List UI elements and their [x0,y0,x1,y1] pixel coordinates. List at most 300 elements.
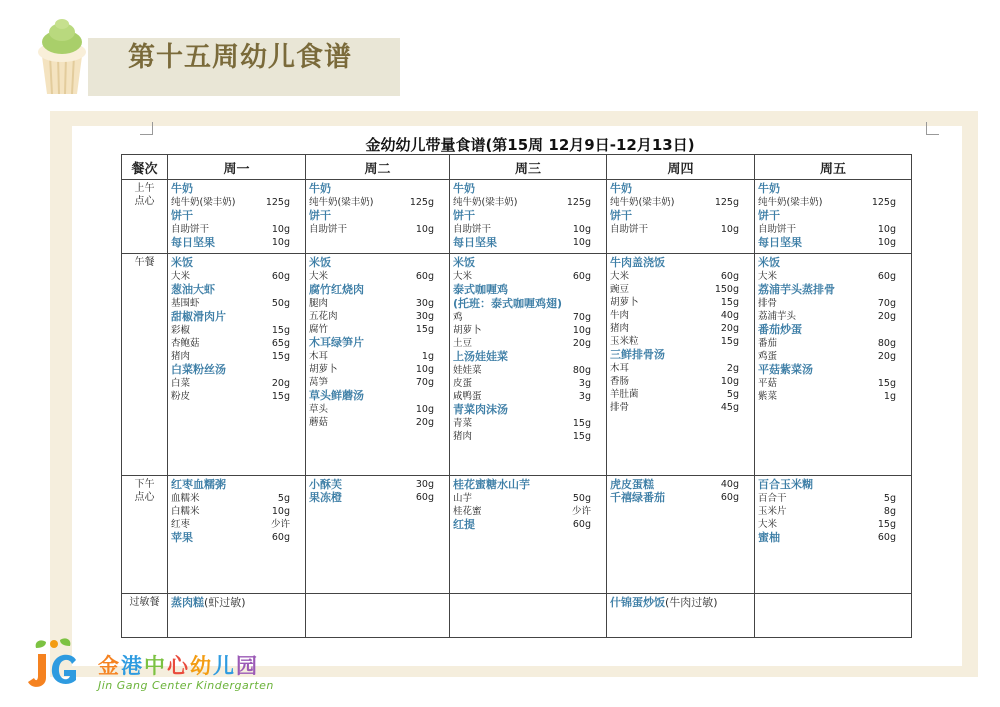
ingredient-line [171,337,302,350]
dish-name: 甜椒滑肉片 [171,310,226,323]
ingredient-line [758,337,908,350]
ingredient-line [453,377,603,390]
menu-title: 金幼幼儿带量食谱(第15周 12月9日-12月13日) [365,136,695,154]
ingredient-qty: 20g [877,351,896,362]
ingredient-qty: 150g [714,284,739,295]
dish-name: 果冻橙 [309,491,342,504]
ingredient-qty: 10g [271,506,290,517]
ingredient-qty: 70g [415,377,434,388]
ingredient-qty: 2g [726,363,739,374]
menu-cell [168,180,306,254]
dish-qty: 60g [415,492,434,503]
ingredient-name: 猪肉 [610,323,630,334]
dish-name: 葱油大虾 [171,283,215,296]
dish-line [309,182,446,196]
ingredient-name: 牛肉 [610,310,630,321]
menu-cell [450,180,607,254]
dish-line [610,491,751,504]
ingredient-name: 红枣 [171,519,191,530]
ingredient-name: 猪肉 [453,431,473,442]
ingredient-qty: 15g [720,336,739,347]
dish-line [309,283,446,297]
school-name-char: 金 [98,654,121,678]
ingredient-line [453,311,603,324]
ingredient-line [453,505,603,518]
ingredient-name: 排骨 [610,402,630,413]
menu-cell [450,476,607,594]
ingredient-qty: 65g [271,338,290,349]
ingredient-line [171,270,302,283]
ingredient-line [171,297,302,310]
dish-qty: 10g [572,237,591,248]
dish-name: 饼干 [610,209,632,222]
ingredient-name: 番茄 [758,338,778,349]
ingredient-qty: 3g [578,391,591,402]
ingredient-qty: 10g [720,224,739,235]
dish-line [610,478,751,491]
dish-line [171,236,302,249]
header-meal: 餐次 [122,155,168,180]
dish-name: 蜜柚 [758,531,780,544]
ingredient-qty: 80g [572,365,591,376]
ingredient-line [610,335,751,348]
header-day: 周五 [755,155,912,180]
ingredient-name: 胡萝卜 [610,297,639,308]
dish-name: 腐竹红烧肉 [309,283,364,296]
school-name-en: Jin Gang Center Kindergarten [98,679,274,692]
ingredient-qty: 5g [277,493,290,504]
ingredient-line [171,390,302,403]
header-day: 周三 [450,155,607,180]
ingredient-qty: 8g [883,506,896,517]
dish-qty: 60g [572,519,591,530]
dish-name: 牛奶 [610,182,632,195]
ingredient-qty: 70g [877,298,896,309]
ingredient-name: 鸡 [453,312,463,323]
ingredient-line [758,270,908,283]
dish-name: 每日坚果 [171,236,215,249]
ingredient-name: 白糯米 [171,506,200,517]
dish-qty: 10g [271,237,290,248]
ingredient-qty: 60g [720,271,739,282]
menu-cell [450,594,607,638]
ingredient-qty: 20g [271,378,290,389]
school-name-cn [98,650,259,680]
ingredient-qty: 80g [877,338,896,349]
dish-line [758,531,908,544]
ingredient-qty: 60g [271,271,290,282]
ingredient-qty: 60g [415,271,434,282]
school-name-char: 中 [144,654,167,678]
dish-line [758,323,908,337]
ingredient-qty: 5g [883,493,896,504]
ingredient-line [758,223,908,236]
ingredient-line [758,505,908,518]
ingredient-qty: 50g [271,298,290,309]
school-name-char: 园 [236,654,259,678]
ingredient-line [610,223,751,236]
ingredient-name: 纯牛奶(梁丰奶) [610,197,675,208]
ingredient-name: 自助饼干 [171,224,210,235]
school-name-char: 幼 [190,654,213,678]
ingredient-name: 白菜 [171,378,191,389]
menu-cell [306,594,450,638]
ingredient-qty: 15g [271,391,290,402]
header-day: 周一 [168,155,306,180]
ingredient-qty: 30g [415,311,434,322]
header-day: 周二 [306,155,450,180]
dish-line [453,236,603,249]
menu-cell [306,254,450,476]
ingredient-qty: 15g [720,297,739,308]
ingredient-qty: 125g [566,197,591,208]
dish-line [309,478,446,491]
ingredient-qty: 10g [572,224,591,235]
meal-label: 上午 点心 [122,180,168,254]
ingredient-name: 莴笋 [309,377,329,388]
dish-name: 白菜粉丝汤 [171,363,226,376]
dish-qty: 60g [720,492,739,503]
ingredient-qty: 15g [572,418,591,429]
ingredient-name: 纯牛奶(梁丰奶) [758,197,823,208]
school-name-char: 心 [167,654,190,678]
ingredient-qty: 1g [883,391,896,402]
ingredient-qty: 10g [877,224,896,235]
header-day: 周四 [607,155,755,180]
ingredient-qty: 70g [572,312,591,323]
dish-name: 牛奶 [309,182,331,195]
meal-row [122,594,912,638]
dish-line [758,256,908,270]
dish-name: 青菜肉沫汤 [453,403,508,416]
menu-cell [755,180,912,254]
ingredient-name: 木耳 [610,363,630,374]
dish-line [758,182,908,196]
ingredient-name: 排骨 [758,298,778,309]
ingredient-line [309,323,446,336]
dish-line [758,236,908,249]
dish-qty: 60g [271,532,290,543]
ingredient-line [453,390,603,403]
dish-name: 红枣血糯粥 [171,478,226,491]
dish-name: 木耳绿笋片 [309,336,364,349]
menu-cell [306,476,450,594]
ingredient-name: 基围虾 [171,298,200,309]
dish-qty: 30g [415,479,434,490]
dish-name: 平菇紫菜汤 [758,363,813,376]
dish-name: 饼干 [758,209,780,222]
ingredient-name: 粉皮 [171,391,191,402]
ingredient-name: 玉米片 [758,506,787,517]
dish-line [171,310,302,324]
ingredient-name: 桂花蜜 [453,506,482,517]
ingredient-name: 彩椒 [171,325,191,336]
ingredient-line [309,376,446,389]
school-name-char: 港 [121,654,144,678]
meal-label: 过敏餐 [122,594,168,638]
dish-line [610,182,751,196]
ingredient-line [309,270,446,283]
ingredient-name: 土豆 [453,338,473,349]
ingredient-name: 青菜 [453,418,473,429]
ingredient-qty: 少许 [571,506,591,517]
dish-line [309,209,446,223]
dish-name: 饼干 [453,209,475,222]
ingredient-name: 豌豆 [610,284,630,295]
allergy-dish: 蒸肉糕 [171,596,204,609]
ingredient-qty: 20g [415,417,434,428]
dish-name: 苹果 [171,531,193,544]
ingredient-name: 鸡蛋 [758,351,778,362]
ingredient-line [309,416,446,429]
dish-line [453,256,603,270]
ingredient-qty: 15g [271,325,290,336]
ingredient-qty: 50g [572,493,591,504]
ingredient-name: 大米 [610,271,630,282]
dish-name: 米饭 [171,256,193,269]
dish-line [309,336,446,350]
school-name-char: 儿 [213,654,236,678]
ingredient-qty: 15g [415,324,434,335]
dish-name: 牛肉盖浇饭 [610,256,665,269]
ingredient-line [453,430,603,443]
ingredient-qty: 10g [415,364,434,375]
allergy-dish: 什锦蛋炒饭 [610,596,665,609]
ingredient-name: 纯牛奶(梁丰奶) [453,197,518,208]
ingredient-line [610,196,751,209]
ingredient-line [610,296,751,309]
corner-mark-right [926,122,939,135]
ingredient-line [309,350,446,363]
dish-line [453,297,603,311]
dish-name: 虎皮蛋糕 [610,478,654,491]
ingredient-line [453,196,603,209]
ingredient-line [610,309,751,322]
ingredient-name: 大米 [171,271,191,282]
ingredient-qty: 45g [720,402,739,413]
ingredient-name: 腿肉 [309,298,329,309]
allergy-note: (虾过敏) [204,596,246,609]
ingredient-qty: 125g [714,197,739,208]
ingredient-line [453,324,603,337]
dish-line [758,209,908,223]
page-title: 第十五周幼儿食谱 [128,42,352,73]
ingredient-qty: 5g [726,389,739,400]
ingredient-line [758,390,908,403]
menu-cell [168,476,306,594]
ingredient-line [453,417,603,430]
ingredient-line [171,492,302,505]
ingredient-line [171,223,302,236]
dish-name: 米饭 [309,256,331,269]
dish-line [610,256,751,270]
ingredient-name: 纯牛奶(梁丰奶) [309,197,374,208]
dish-name: 牛奶 [453,182,475,195]
ingredient-qty: 少许 [270,519,290,530]
dish-name: 百合玉米糊 [758,478,813,491]
ingredient-qty: 20g [572,338,591,349]
menu-cell [755,254,912,476]
ingredient-qty: 10g [720,376,739,387]
dish-line [171,209,302,223]
ingredient-line [309,196,446,209]
ingredient-name: 猪肉 [171,351,191,362]
dish-qty: 10g [877,237,896,248]
dish-line [309,389,446,403]
ingredient-name: 血糯米 [171,493,200,504]
ingredient-line [758,377,908,390]
ingredient-name: 腐竹 [309,324,329,335]
dish-name: 草头鲜蘑汤 [309,389,364,402]
dish-name: 上汤娃娃菜 [453,350,508,363]
dish-line [309,256,446,270]
ingredient-name: 自助饼干 [610,224,649,235]
ingredient-name: 紫菜 [758,391,778,402]
menu-body [122,180,912,638]
ingredient-name: 山芋 [453,493,473,504]
menu-cell [168,254,306,476]
dish-name: 饼干 [309,209,331,222]
ingredient-line [453,270,603,283]
ingredient-line [171,505,302,518]
dish-name: 三鲜排骨汤 [610,348,665,361]
ingredient-line [309,403,446,416]
ingredient-line [758,518,908,531]
dish-line [171,283,302,297]
ingredient-qty: 15g [572,431,591,442]
ingredient-line [758,297,908,310]
allergy-line [610,596,751,610]
dish-name: 番茄炒蛋 [758,323,802,336]
ingredient-name: 娃娃菜 [453,365,482,376]
ingredient-line [610,283,751,296]
menu-cell [755,594,912,638]
dish-name: 牛奶 [171,182,193,195]
ingredient-qty: 10g [415,224,434,235]
ingredient-line [610,270,751,283]
menu-table [121,154,912,638]
ingredient-qty: 20g [720,323,739,334]
ingredient-line [453,364,603,377]
ingredient-line [610,388,751,401]
cupcake-icon [32,14,92,96]
ingredient-name: 自助饼干 [453,224,492,235]
dish-line [453,209,603,223]
meal-label: 午餐 [122,254,168,476]
ingredient-name: 百合干 [758,493,787,504]
ingredient-name: 平菇 [758,378,778,389]
dish-line [453,283,603,297]
dish-line [171,478,302,492]
dish-line [453,518,603,531]
menu-cell [607,254,755,476]
dish-line [171,531,302,544]
dish-name: 米饭 [453,256,475,269]
dish-line [758,363,908,377]
ingredient-qty: 1g [421,351,434,362]
ingredient-name: 玉米粒 [610,336,639,347]
dish-line [309,491,446,504]
menu-cell [168,594,306,638]
ingredient-qty: 40g [720,310,739,321]
allergy-line [171,596,302,610]
ingredient-line [758,350,908,363]
ingredient-line [309,297,446,310]
dish-line [453,350,603,364]
ingredient-qty: 60g [877,271,896,282]
ingredient-line [171,518,302,531]
ingredient-name: 胡萝卜 [309,364,338,375]
dish-line [453,182,603,196]
ingredient-qty: 3g [578,378,591,389]
ingredient-qty: 20g [877,311,896,322]
ingredient-qty: 125g [871,197,896,208]
ingredient-line [758,196,908,209]
dish-line [171,182,302,196]
dish-name: 红提 [453,518,475,531]
ingredient-line [309,363,446,376]
ingredient-name: 大米 [758,519,778,530]
ingredient-name: 羊肚菌 [610,389,639,400]
dish-name: 桂花蜜糖水山芋 [453,478,530,491]
ingredient-name: 五花肉 [309,311,338,322]
dish-name: 小酥芙 [309,478,342,491]
ingredient-name: 大米 [758,271,778,282]
meal-row [122,476,912,594]
menu-cell [306,180,450,254]
ingredient-line [758,492,908,505]
ingredient-qty: 30g [415,298,434,309]
ingredient-line [309,223,446,236]
menu-cell [755,476,912,594]
ingredient-qty: 10g [415,404,434,415]
ingredient-name: 大米 [453,271,473,282]
ingredient-name: 自助饼干 [309,224,348,235]
ingredient-line [453,337,603,350]
ingredient-line [453,492,603,505]
dish-line [171,256,302,270]
ingredient-qty: 125g [265,197,290,208]
ingredient-qty: 15g [271,351,290,362]
logo-icon [24,636,82,692]
dish-line [758,478,908,492]
dish-name: 荔浦芋头蒸排骨 [758,283,835,296]
dish-line [453,403,603,417]
ingredient-line [610,401,751,414]
menu-cell [450,254,607,476]
dish-qty: 60g [877,532,896,543]
ingredient-line [171,324,302,337]
dish-name: 饼干 [171,209,193,222]
ingredient-qty: 15g [877,519,896,530]
dish-name: 每日坚果 [758,236,802,249]
ingredient-qty: 10g [572,325,591,336]
ingredient-line [758,310,908,323]
ingredient-name: 咸鸭蛋 [453,391,482,402]
dish-name: 千禧绿番茄 [610,491,665,504]
allergy-note: (牛肉过敏) [665,596,718,609]
dish-line [610,209,751,223]
menu-cell [607,594,755,638]
header-row [122,155,912,180]
dish-line [758,283,908,297]
corner-mark-left [140,122,153,135]
ingredient-line [453,223,603,236]
ingredient-qty: 125g [409,197,434,208]
meal-row [122,254,912,476]
dish-line [610,348,751,362]
ingredient-name: 草头 [309,404,329,415]
